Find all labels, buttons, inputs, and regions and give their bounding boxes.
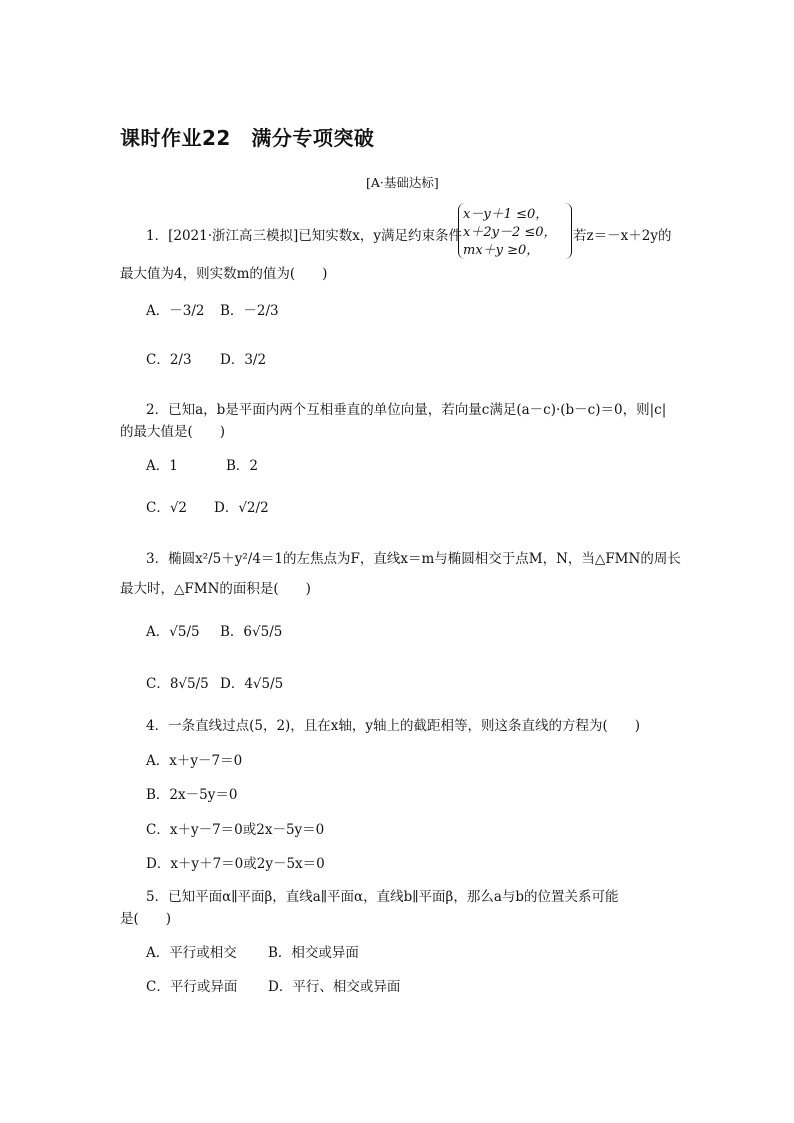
q4-option-b: B．2x－5y＝0 xyxy=(146,787,238,803)
q5-option-b: B．相交或异面 xyxy=(268,945,359,961)
q1-option-a: A．－3/2 xyxy=(146,303,205,319)
q5-option-c: C．平行或异面 xyxy=(146,979,238,995)
q1-constraint-system xyxy=(458,203,572,259)
q3-option-d: D．4√5/5 xyxy=(220,676,284,692)
q1-line2: 最大值为4，则实数m的值为( ) xyxy=(120,266,328,282)
q3-line2: 最大时，△FMN的面积是( ) xyxy=(120,581,311,597)
q5-line1: 5．已知平面α∥平面β，直线a∥平面α，直线b∥平面β，那么a与b的位置关系可能 xyxy=(146,889,619,905)
q1-option-d: D．3/2 xyxy=(220,352,267,368)
q2-option-a: A．1 xyxy=(146,458,178,474)
q1-lead: 1．[2021·浙江高三模拟]已知实数x，y满足约束条件 xyxy=(146,228,463,244)
q1-constraint-3: mx＋y ≥0， xyxy=(463,243,540,258)
q2-option-c: C．√2 xyxy=(146,500,188,516)
q4-option-c: C．x＋y－7＝0或2x－5y＝0 xyxy=(146,822,325,838)
page-title: 课时作业22 满分专项突破 xyxy=(120,126,375,150)
q3-option-c: C．8√5/5 xyxy=(146,676,209,692)
q2-line1: 2．已知a，b是平面内两个互相垂直的单位向量，若向量c满足(a－c)·(b－c)＝0，则|c| xyxy=(146,402,667,418)
q3-option-b: B．6√5/5 xyxy=(220,624,283,640)
q1-option-b: B．－2/3 xyxy=(220,303,279,319)
q1-option-c: C．2/3 xyxy=(146,352,192,368)
q5-line2: 是( ) xyxy=(120,911,172,927)
q4-option-a: A．x＋y－7＝0 xyxy=(146,753,243,769)
section-heading: [A·基础达标] xyxy=(366,175,439,190)
q2-option-b: B．2 xyxy=(226,458,259,474)
q2-option-d: D．√2/2 xyxy=(214,500,269,516)
q3-option-a: A．√5/5 xyxy=(146,624,200,640)
q4-line1: 4．一条直线过点(5，2)，且在x轴，y轴上的截距相等，则这条直线的方程为( ) xyxy=(146,718,641,734)
q5-option-a: A．平行或相交 xyxy=(146,945,237,961)
q2-line2: 的最大值是( ) xyxy=(120,424,226,440)
q1-constraint-1: x－y＋1 ≤0， xyxy=(463,207,549,222)
q4-option-d: D．x＋y＋7＝0或2y－5x＝0 xyxy=(146,856,325,872)
q1-constraint-2: x＋2y－2 ≤0， xyxy=(463,225,557,240)
q1-tail: 若z＝－x＋2y的 xyxy=(573,228,672,244)
q3-line1: 3．椭圆x²/5＋y²/4＝1的左焦点为F，直线x＝m与椭圆相交于点M，N，当△FMN的周长 xyxy=(146,551,681,567)
q5-option-d: D．平行、相交或异面 xyxy=(268,979,401,995)
